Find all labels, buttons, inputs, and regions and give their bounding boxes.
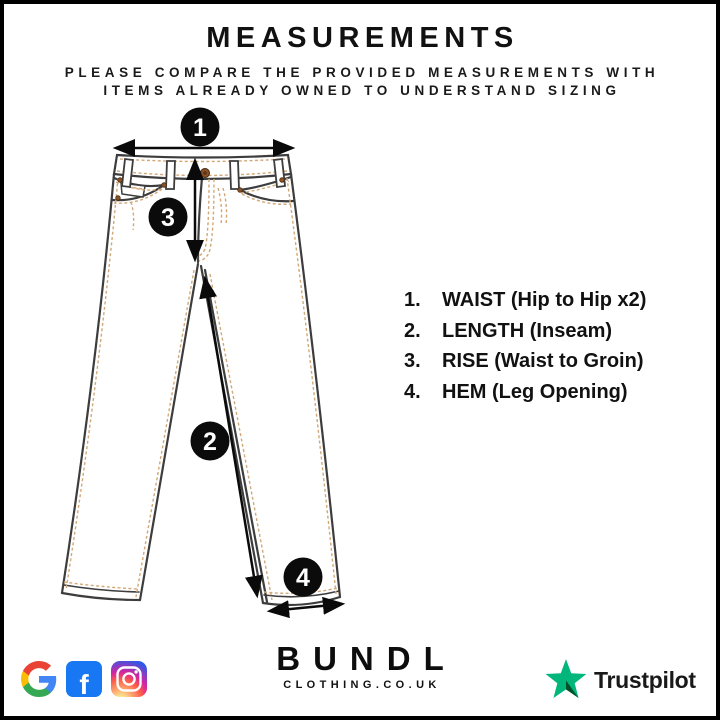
marker-4-number: 4 [296, 564, 310, 592]
right-outer-seam [291, 174, 340, 597]
legend-number: 1. [404, 289, 421, 311]
legend-label: WAIST (Hip to Hip x2) [442, 289, 647, 311]
legend-item-waist [404, 289, 704, 320]
facebook-f-glyph: f [79, 669, 89, 700]
brand-name: BUNDL [276, 640, 457, 677]
trustpilot-star-icon [543, 658, 589, 702]
legend-number: 2. [404, 319, 421, 342]
jeans-diagram [55, 103, 400, 638]
legend-item-rise [404, 350, 704, 381]
measurement-legend [404, 289, 704, 411]
marker-3-number: 3 [161, 204, 175, 232]
legend-item-hem [404, 381, 704, 412]
subtitle-line-2: ITEMS ALREADY OWNED TO UNDERSTAND SIZING [103, 83, 621, 98]
legend-label: RISE (Waist to Groin) [442, 350, 644, 372]
jeans-outline [62, 155, 340, 605]
legend-number: 3. [404, 350, 421, 372]
right-hem [263, 597, 340, 605]
legend-label: HEM (Leg Opening) [442, 380, 628, 403]
left-outer-seam [62, 174, 114, 593]
belt-loop [230, 161, 239, 189]
rivet [238, 188, 243, 193]
rivet [280, 178, 285, 183]
trustpilot-logo[interactable] [543, 658, 696, 702]
jeans-svg [55, 103, 400, 638]
left-hem-stitchline [64, 585, 139, 592]
belt-loop [166, 161, 175, 189]
left-hem [62, 593, 140, 600]
marker-2-number: 2 [203, 428, 217, 456]
rivet [162, 183, 167, 188]
belt-loop [122, 159, 133, 187]
trustpilot-label: Trustpilot [594, 666, 696, 693]
center-front-seam [198, 177, 202, 262]
header [0, 22, 720, 100]
legend-label: LENGTH (Inseam) [442, 319, 613, 342]
marker-1-number: 1 [193, 114, 207, 142]
brand-domain: CLOTHING.CO.UK [283, 679, 441, 691]
legend-item-length [404, 320, 704, 351]
belt-loop [274, 159, 285, 187]
jeans-button-center [203, 171, 207, 175]
page-title: MEASUREMENTS [206, 22, 519, 54]
rivet [118, 178, 123, 183]
legend-number: 4. [404, 380, 421, 403]
subtitle-line-1: PLEASE COMPARE THE PROVIDED MEASUREMENTS WITH [64, 65, 660, 80]
rivet [116, 196, 121, 201]
left-inner-seam [140, 264, 198, 600]
